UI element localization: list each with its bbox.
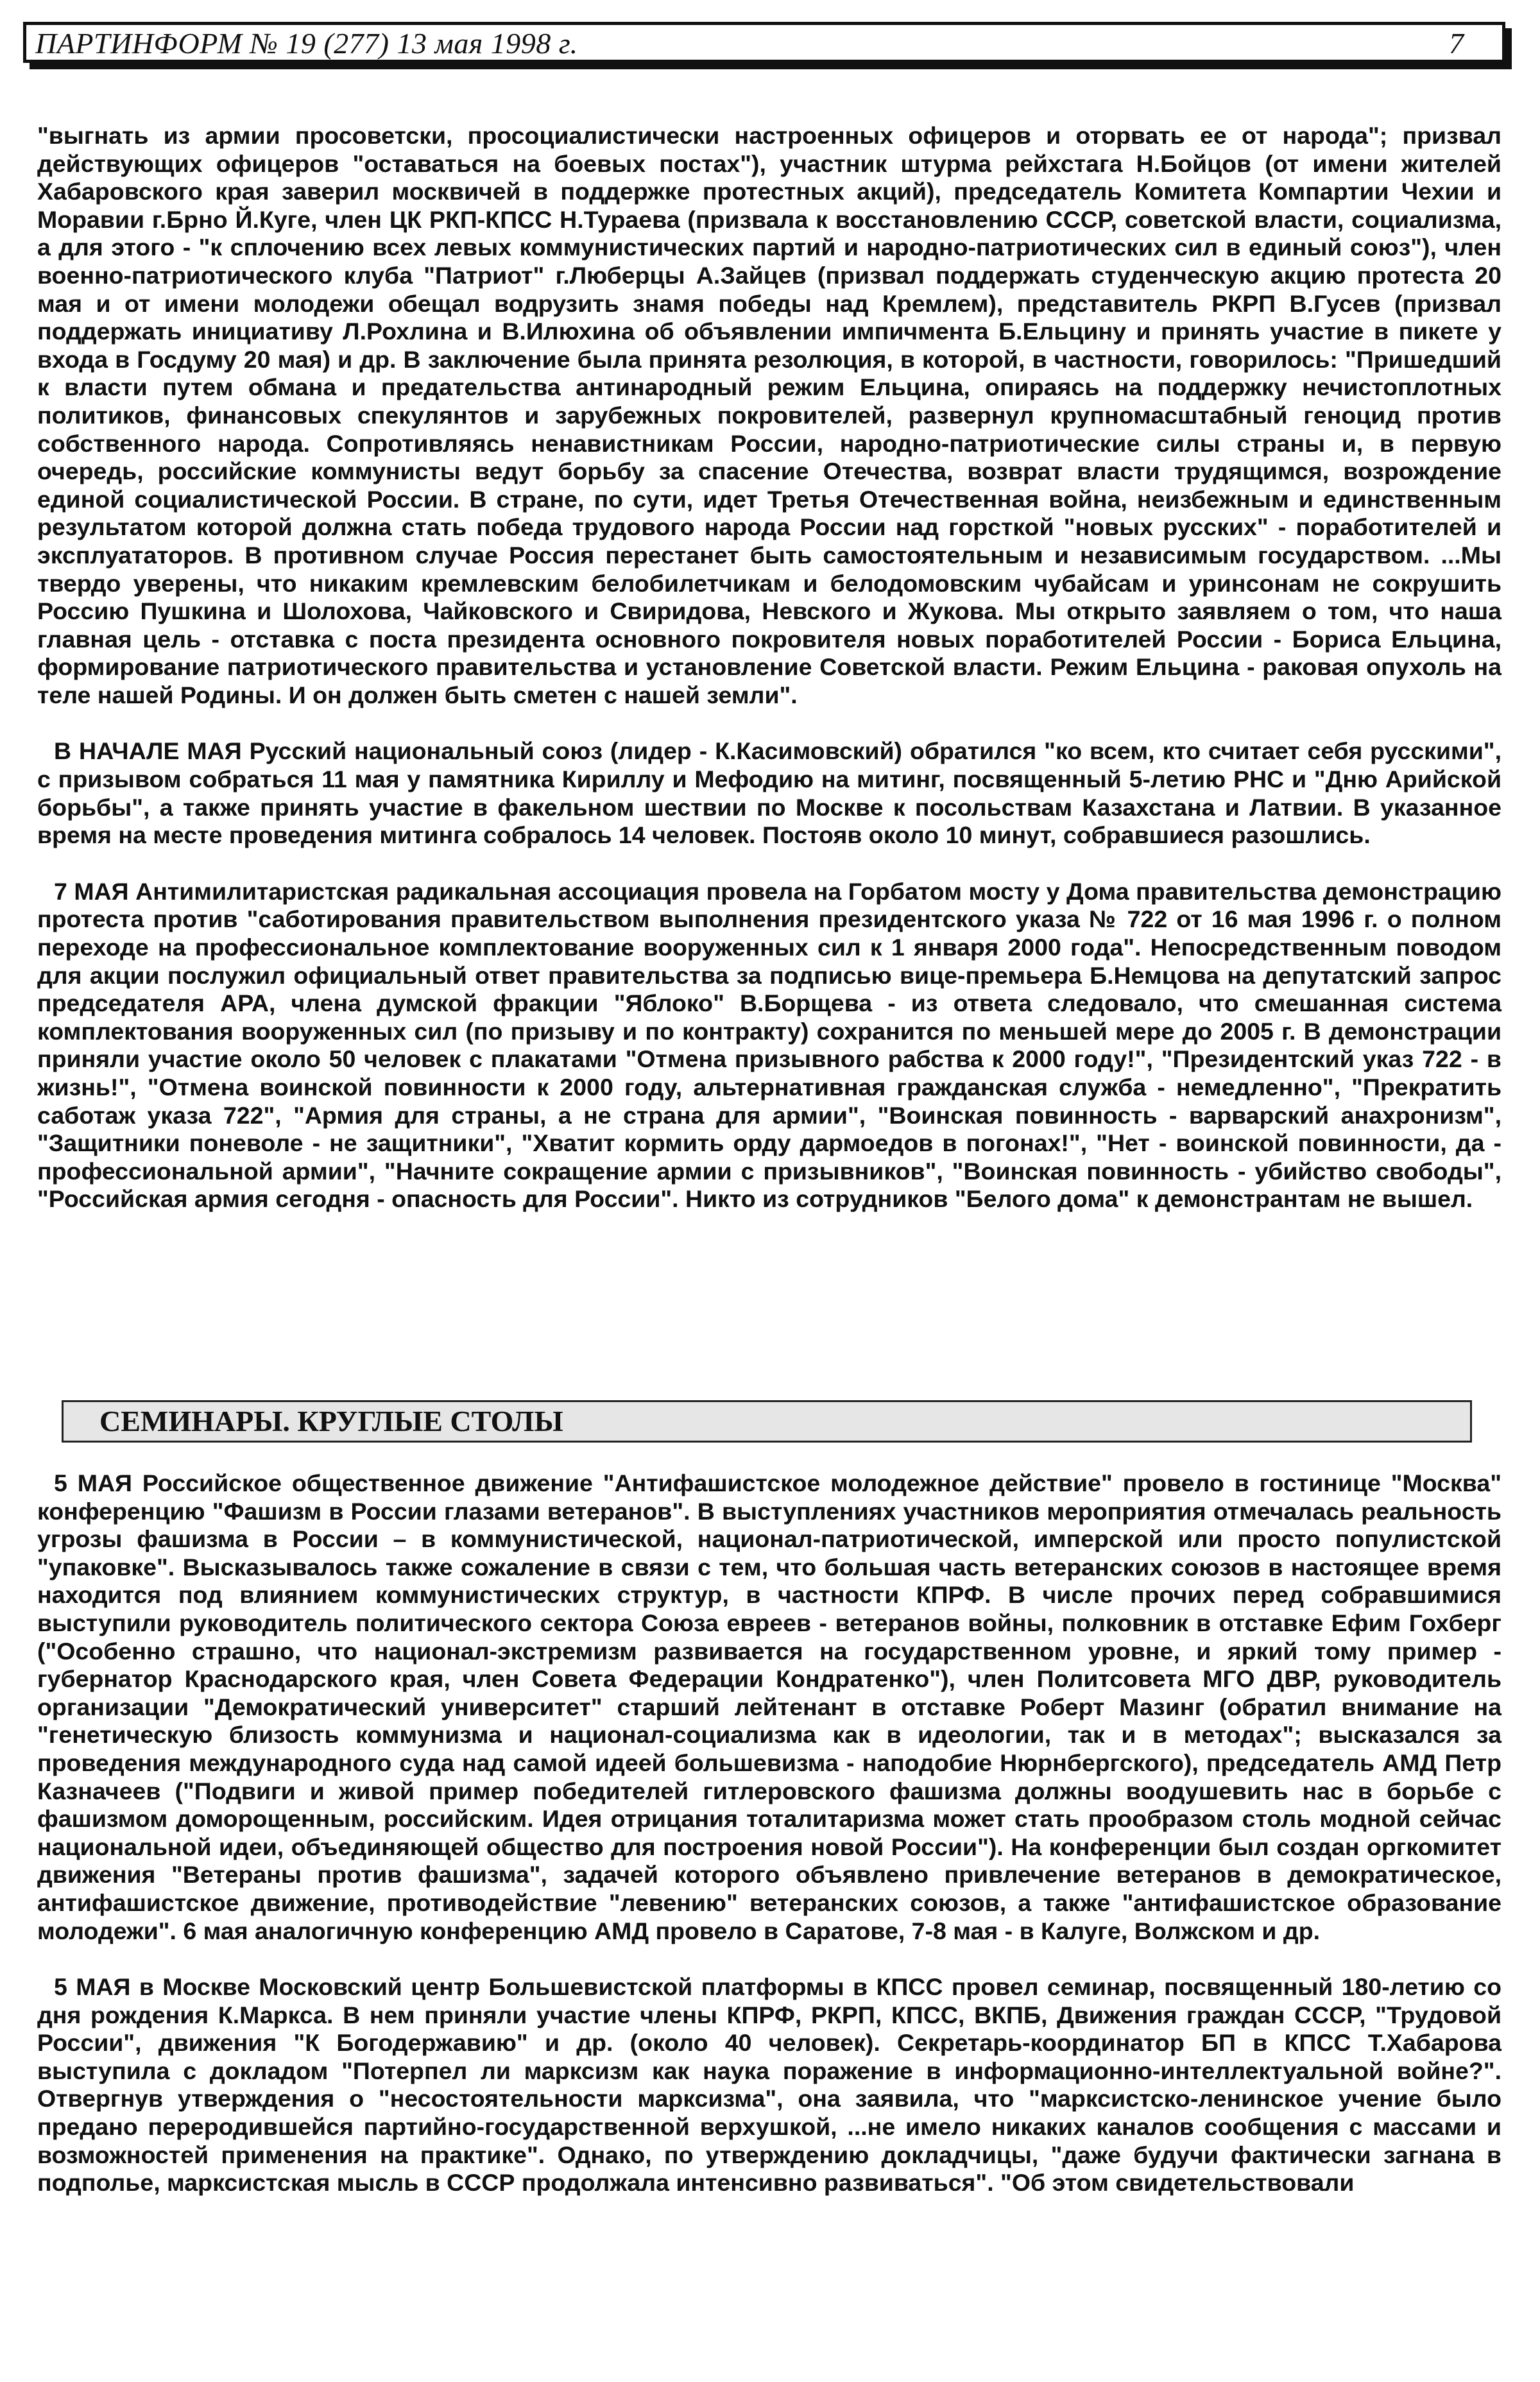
paragraph-amd-conference: 5 МАЯ Российское общественное движение "Антифашистское молодежное действие" провело в гостинице "Москва" конференцию "Фашизм в России глазами ветеранов". В выступлениях участников мероприятия отмечалась реальность угрозы фашизма в России – в коммунистической, национал-патриотической, имперской или просто популистской "упаковке". Высказывалось также сожаление в связи с тем, что большая часть ветеранских союзов в настоящее время находится под влиянием коммунистических структур, в частности КПРФ. В числе прочих перед собравшимися выступили руководитель политического сектора Союза евреев - ветеранов войны, полковник в отставке Ефим Гохберг ("Особенно страшно, что национал-экстремизм развивается на государственном уровне, и яркий тому пример - губернатор Краснодарского края, член Совета Федерации Кондратенко"), член Политсовета МГО ДВР, руководитель организации "Демократический университет" старший лейтенант в отставке Роберт Мазинг (обратил внимание на "генетическую близость коммунизма и национал-социализма как в идеологии, так и в методах"; высказался за проведения международного суда над самой идеей большевизма - наподобие Нюрнбергского), председатель АМД Петр Казначеев ("Подвиги и живой пример победителей гитлеровского фашизма должны воодушевить нас в борьбе с фашизмом доморощенным, российским. Идея отрицания тоталитаризма может стать прообразом столь модной сейчас национальной идеи, объединяющей общество для построения новой России"). На конференции был создан оргкомитет движения "Ветераны против фашизма", задачей которого объявлено привлечение ветеранов в демократическое, антифашистское движение, противодействие "левению" ветеранских союзов, а также "антифашистское образование молодежи". 6 мая аналогичную конференцию АМД провело в Саратове, 7-8 мая - в Калуге, Волжском и др. bbox=[37, 1469, 1502, 1944]
paragraph-rns: В НАЧАЛЕ МАЯ Русский национальный союз (лидер - К.Касимовский) обратился "ко всем, кто считает себя русскими", с призывом собраться 11 мая у памятника Кириллу и Мефодию на митинг, посвященный 5-летию РНС и "Дню Арийской борьбы", а также принять участие в факельном шествии по Москве к посольствам Казахстана и Латвии. В указанное время на месте проведения митинга собралось 14 человек. Постояв около 10 минут, собравшиеся разошлись. bbox=[37, 737, 1502, 849]
article-body-bottom bbox=[37, 1469, 1502, 2197]
paragraph-resolution: "выгнать из армии просоветски, просоциалистически настроенных офицеров и оторвать ее от народа"; призвал действующих офицеров "оставаться на боевых постах"), участник штурма рейхстага Н.Бойцов (от имени жителей Хабаровского края заверил москвичей в поддержке протестных акций), председатель Комитета Компартии Чехии и Моравии г.Брно Й.Куге, член ЦК РКП-КПСС Н.Тураева (призвала к восстановлению СССР, советской власти, социализма, а для этого - "к сплочению всех левых коммунистических партий и народно-патриотических сил в единый союз"), член военно-патриотического клуба "Патриот" г.Люберцы А.Зайцев (призвал поддержать студенческую акцию протеста 20 мая и от имени молодежи обещал водрузить знамя победы над Кремлем), представитель РКРП В.Гусев (призвал поддержать инициативу Л.Рохлина и В.Илюхина об объявлении импичмента Б.Ельцину и принять участие в пикете у входа в Госдуму 20 мая) и др. В заключение была принята резолюция, в которой, в частности, говорилось: "Пришедший к власти путем обмана и предательства антинародный режим Ельцина, опираясь на поддержку нечистоплотных политиков, финансовых спекулянтов и зарубежных покровителей, развернул крупномасштабный геноцид против собственного народа. Сопротивляясь ненавистникам России, народно-патриотические силы страны и, в первую очередь, российские коммунисты ведут борьбу за спасение Отечества, возврат власти трудящимся, возрождение единой социалистической России. В стране, по сути, идет Третья Отечественная война, неизбежным и единственным результатом которой должна стать победа трудового народа России над горсткой "новых русских" - поработителей и эксплуататоров. В противном случае Россия перестанет быть самостоятельным и независимым государством. ...Мы твердо уверены, что никаким кремлевским белобилетчикам и белодомовским чубайсам и уринсонам не сокрушить Россию Пушкина и Шолохова, Чайковского и Свиридова, Невского и Жукова. Мы открыто заявляем о том, что наша главная цель - отставка с поста президента основного покровителя новых поработителей России - Бориса Ельцина, формирование патриотического правительства и установление Советской власти. Режим Ельцина - раковая опухоль на теле нашей Родины. И он должен быть сметен с нашей земли". bbox=[37, 122, 1502, 708]
article-body-top bbox=[37, 122, 1502, 1213]
section-heading: СЕМИНАРЫ. КРУГЛЫЕ СТОЛЫ bbox=[62, 1400, 1472, 1443]
page-number: 7 bbox=[1449, 27, 1464, 60]
paragraph-ara: 7 МАЯ Антимилитаристская радикальная ассоциация провела на Горбатом мосту у Дома правительства демонстрацию протеста против "саботирования правительством выполнения президентского указа № 722 от 16 мая 1996 г. о полном переходе на профессиональное комплектование вооруженных сил к 1 января 2000 года". Непосредственным поводом для акции послужил официальный ответ правительства за подписью вице-премьера Б.Немцова на депутатский запрос председателя АРА, члена думской фракции "Яблоко" В.Борщева - из ответа следовало, что смешанная система комплектования вооруженных сил (по призыву и по контракту) сохранится по меньшей мере до 2005 г. В демонстрации приняли участие около 50 человек с плакатами "Отмена призывного рабства к 2000 году!", "Президентский указ 722 - в жизнь!", "Отмена воинской повинности к 2000 году, альтернативная гражданская служба - немедленно", "Прекратить саботаж указа 722", "Армия для страны, а не страна для армии", "Воинская повинность - варварский анахронизм", "Защитники поневоле - не защитники", "Хватит кормить орду дармоедов в погонах!", "Нет - воинской повинности, да - профессиональной армии", "Начните сокращение армии с призывников", "Воинская повинность - убийство свободы", "Российская армия сегодня - опасность для России". Никто из сотрудников "Белого дома" к демонстрантам не вышел. bbox=[37, 877, 1502, 1213]
page-header bbox=[23, 22, 1505, 63]
paragraph-marx-seminar: 5 МАЯ в Москве Московский центр Большевистской платформы в КПСС провел семинар, посвященный 180-летию со дня рождения К.Маркса. В нем приняли участие члены КПРФ, РКРП, КПСС, ВКПБ, Движения граждан СССР, "Трудовой России", движения "К Богодержавию" и др. (около 40 человек). Секретарь-координатор БП в КПСС Т.Хабарова выступила с докладом "Потерпел ли марксизм как наука поражение в информационно-интеллектуальной войне?". Отвергнув утверждения о "несостоятельности марксизма", она заявила, что "марксистско-ленинское учение было предано переродившейся партийно-государственной верхушкой, ...не имело никаких каналов сообщения с массами и возможностей применения на практике". Однако, по утверждению докладчицы, "даже будучи фактически загнана в подполье, марксистская мысль в СССР продолжала интенсивно развиваться". "Об этом свидетельствовали bbox=[37, 1973, 1502, 2197]
publication-title: ПАРТИНФОРМ № 19 (277) 13 мая 1998 г. bbox=[35, 27, 578, 60]
